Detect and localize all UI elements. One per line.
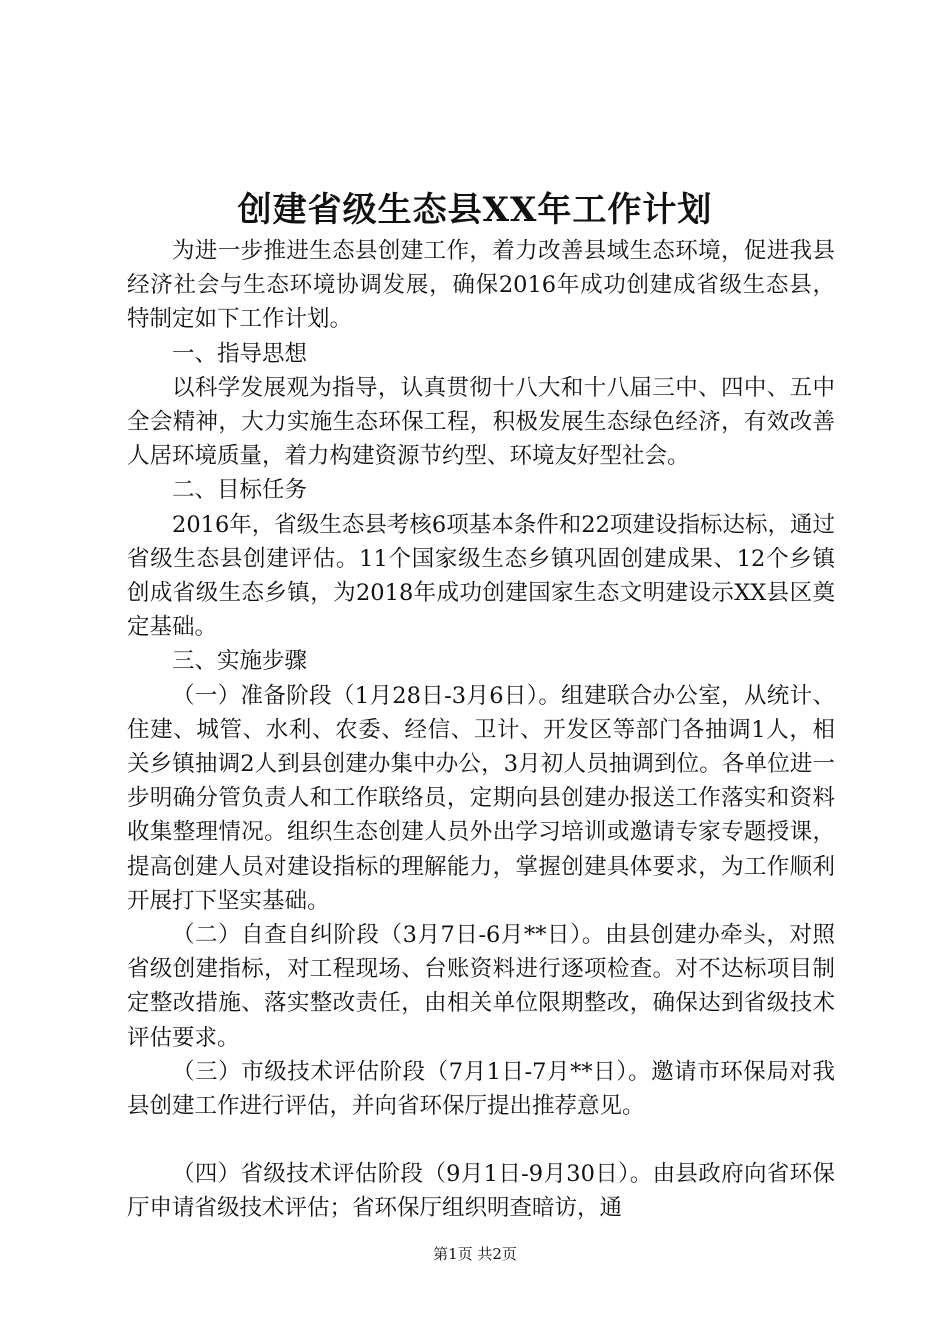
paragraph-step-preparation: （一）准备阶段（1月28日-3月6日）。组建联合办公室，从统计、住建、城管、水利、农委、经信、卫计、开发区等部门各抽调1人，相关乡镇抽调2人到县创建办集中办公，3月初人员抽调到位。各单位进一步明确分管负责人和工作联络员，定期向县创建办报送工作落实和资料收集整理情况。组织生态创建人员外出学习培训或邀请专家专题授课，提高创建人员对建设指标的理解能力，掌握创建具体要求，为工作顺利开展打下坚实基础。 bbox=[127, 682, 835, 914]
paragraph-intro: 为进一步推进生态县创建工作，着力改善县域生态环境，促进我县经济社会与生态环境协调发展，确保2016年成功创建成省级生态县，特制定如下工作计划。 bbox=[127, 238, 835, 333]
section-heading-guiding-ideology: 一、指导思想 bbox=[172, 340, 308, 367]
paragraph-guiding-ideology: 以科学发展观为指导，认真贯彻十八大和十八届三中、四中、五中全会精神，大力实施生态环保工程，积极发展生态绿色经济，有效改善人居环境质量，着力构建资源节约型、环境友好型社会。 bbox=[127, 374, 835, 470]
section-heading-steps: 三、实施步骤 bbox=[172, 648, 308, 675]
paragraph-step-self-check: （二）自查自纠阶段（3月7日-6月**日）。由县创建办牵头，对照省级创建指标，对工程现场、台账资料进行逐项检查。对不达标项目制定整改措施、落实整改责任，由相关单位限期整改，确保达到省级技术评估要求。 bbox=[127, 922, 835, 1051]
paragraph-step-province-assessment: （四）省级技术评估阶段（9月1日-9月30日）。由县政府向省环保厅申请省级技术评估；省环保厅组织明查暗访，通 bbox=[127, 1161, 835, 1222]
page-number-footer: 第1页 共2页 bbox=[433, 1245, 517, 1263]
paragraph-step-city-assessment: （三）市级技术评估阶段（7月1日-7月**日）。邀请市环保局对我县创建工作进行评估，并向省环保厅提出推荐意见。 bbox=[127, 1058, 835, 1120]
document-title: 创建省级生态县XX年工作计划 bbox=[237, 190, 713, 230]
paragraph-goals: 2016年，省级生态县考核6项基本条件和22项建设指标达标，通过省级生态县创建评估。11个国家级生态乡镇巩固创建成果、12个乡镇创成省级生态乡镇，为2018年成功创建国家生态文明建设示XX县区奠定基础。 bbox=[127, 511, 835, 641]
document-body bbox=[127, 234, 835, 1226]
section-heading-goals: 二、目标任务 bbox=[172, 477, 308, 504]
